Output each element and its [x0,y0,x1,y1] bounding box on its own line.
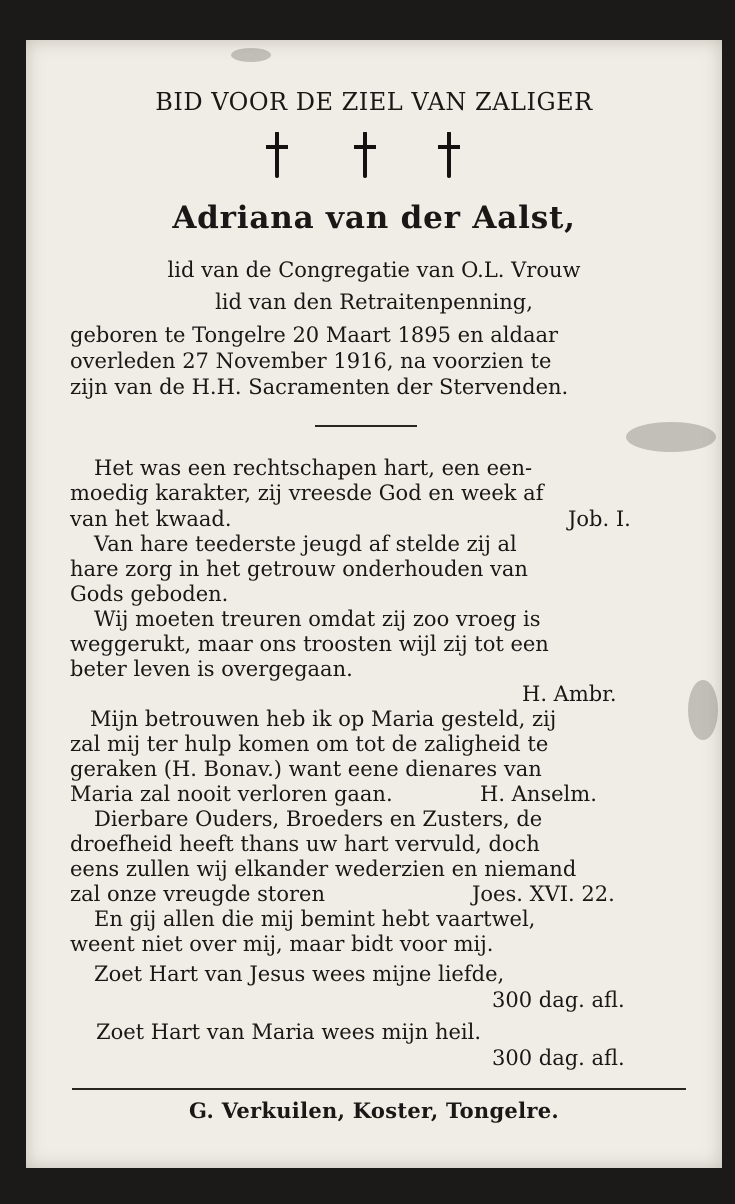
intro-line: geboren te Tongelre 20 Maart 1895 en aldaar [70,323,559,347]
body-line: weent niet over mij, maar bidt voor mij. [70,932,494,956]
body-line: eens zullen wij elkander wederzien en niemand [70,857,577,881]
body-line: zal onze vreugde storen [70,882,326,906]
printer-credit: G. Verkuilen, Koster, Tongelre. [188,1098,559,1123]
body-line: En gij allen die mij bemint hebt vaartwel, [94,907,536,931]
intro-line: overleden 27 November 1916, na voorzien te [70,349,552,373]
body-line: Van hare teederste jeugd af stelde zij al [94,532,517,556]
body-line: H. Anselm. [480,782,597,806]
body-line: hare zorg in het getrouw onderhouden van [70,557,528,581]
footer-divider [72,1088,686,1090]
body-line: Mijn betrouwen heb ik op Maria gesteld, zij [90,707,557,731]
body-line: Zoet Hart van Maria wees mijn heil. [96,1020,482,1044]
cross-icon [354,132,376,180]
intro-line: lid van de Congregatie van O.L. Vrouw [167,258,581,282]
body-line: Het was een rechtschapen hart, een een- [94,456,533,480]
body-line: Joes. XVI. 22. [472,882,615,906]
intro-line: zijn van de H.H. Sacramenten der Stervenden. [70,375,569,399]
body-line: droefheid heeft thans uw hart vervuld, doch [70,832,540,856]
body-line: Dierbare Ouders, Broeders en Zusters, de [94,807,543,831]
cross-icon [266,132,288,180]
divider [315,425,417,427]
body-line: 300 dag. afl. [492,988,625,1012]
body-line: Zoet Hart van Jesus wees mijne liefde, [94,962,505,986]
stain-mark [626,422,716,452]
stain-mark [231,48,271,62]
body-line: moedig karakter, zij vreesde God en week af [70,481,544,505]
stain-mark [688,680,718,740]
body-line: zal mij ter hulp komen om tot de zaligheid te [70,732,549,756]
intro-line: lid van den Retraitenpenning, [215,290,533,314]
deceased-name: Adriana van der Aalst, [172,200,576,236]
body-line: H. Ambr. [522,682,617,706]
memorial-card [26,40,722,1168]
card-header: BID VOOR DE ZIEL VAN ZALIGER [155,88,593,116]
body-line: Job. I. [568,507,631,531]
body-line: Wij moeten treuren omdat zij zoo vroeg is [94,607,541,631]
body-line: van het kwaad. [70,507,232,531]
body-line: Gods geboden. [70,582,229,606]
body-line: beter leven is overgegaan. [70,657,353,681]
crosses-row [266,132,478,182]
body-line: 300 dag. afl. [492,1046,625,1070]
body-line: weggerukt, maar ons troosten wijl zij tot een [70,632,549,656]
cross-icon [438,132,460,180]
body-line: geraken (H. Bonav.) want eene dienares van [70,757,542,781]
body-line: Maria zal nooit verloren gaan. [70,782,393,806]
